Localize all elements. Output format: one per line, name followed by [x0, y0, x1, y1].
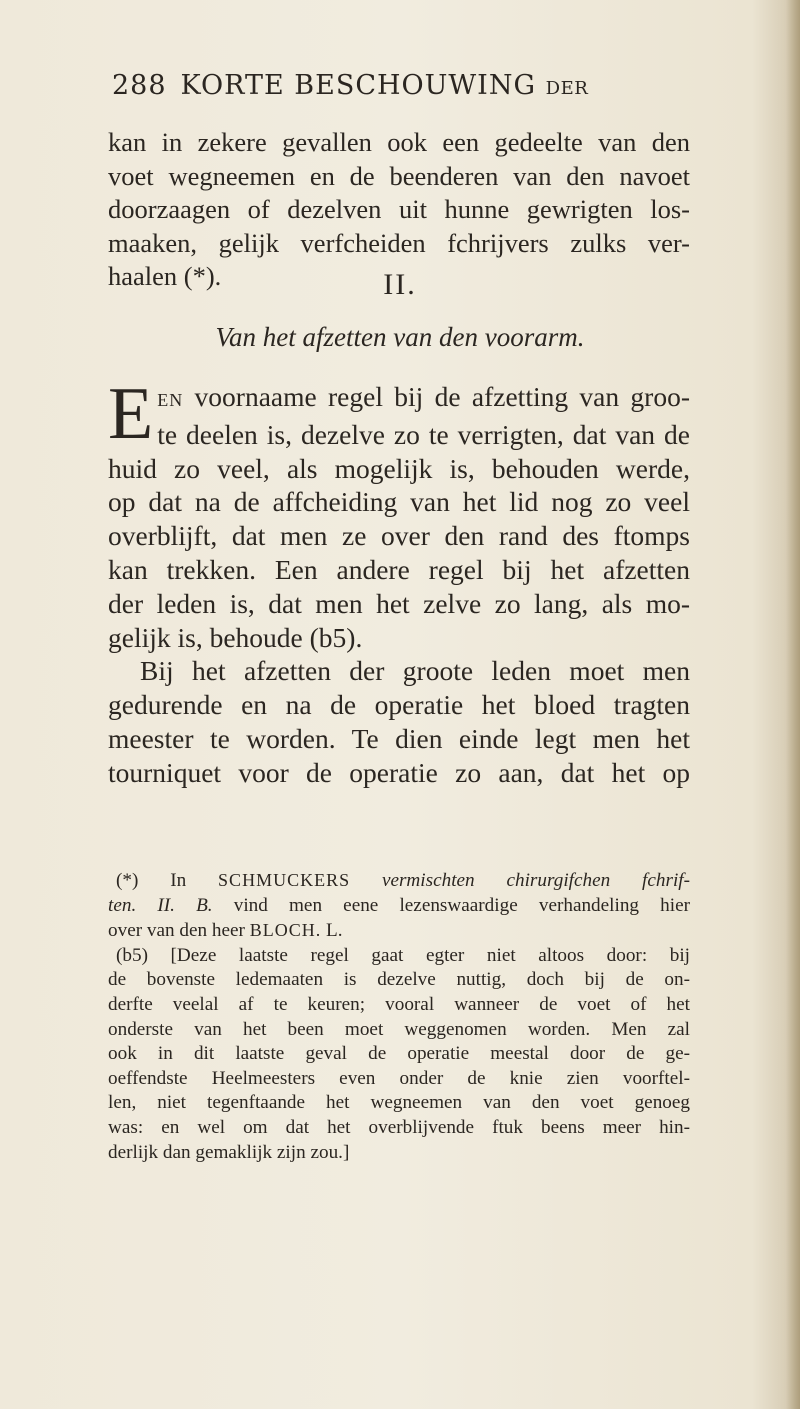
paragraph-main [108, 373, 690, 790]
footnote-line: (b5) [Deze laatste regel gaat egter niet altoos door: bij [116, 944, 690, 966]
text-line: overblijft, dat men ze over den rand des ftomps [108, 520, 690, 552]
section-number: II. [383, 268, 417, 301]
work-title: vermischten chirurgifchen fchrif- [381, 870, 691, 891]
running-head-small: DER [545, 78, 589, 99]
text-line: maaken, gelijk verfcheiden fchrijvers zulks ver- [108, 227, 690, 258]
page-number: 288 [112, 70, 167, 101]
text-line: gelijk is, behoude (b5). [108, 621, 363, 653]
footnote-line: over van den heer BLOCH. L. [108, 920, 343, 942]
running-head [112, 70, 692, 101]
footnote-line: (*) In SCHMUCKERS vermischten chirurgifchen fchrif- [116, 870, 691, 891]
footnote-line: onderste van het been moet weggenomen worden. Men zal [108, 1018, 690, 1040]
author-name: BLOCH. [249, 920, 322, 941]
text-line: Bij het afzetten der groote leden moet men [140, 655, 690, 687]
footnote-line: oeffendste Heelmeesters even onder de knie zien voorftel- [108, 1067, 690, 1089]
text-line: kan trekken. Een andere regel bij het afzetten [108, 553, 690, 585]
drop-cap: E [108, 373, 154, 455]
running-head-title: KORTE BESCHOUWING [180, 70, 537, 101]
author-name: SCHMUCKERS [218, 870, 351, 890]
footnote-line: ten. II. B. vind men eene lezenswaardige verhandeling hier [108, 894, 690, 916]
text-line: haalen (*). [108, 261, 222, 291]
text-line: huid zo veel, als mogelijk is, behouden werde, [108, 452, 690, 484]
small-caps-word: EN [157, 390, 184, 410]
footnote-line: derlijk dan gemaklijk zijn zou.] [108, 1141, 350, 1163]
text-line: tourniquet voor de operatie zo aan, dat het op [108, 756, 690, 788]
text-line: kan in zekere gevallen ook een gedeelte van den [108, 127, 690, 157]
text-line: voet wegneemen en de beenderen van den navoet [108, 160, 690, 191]
footnote-line: len, niet tegenftaande het wegneemen van den voet genoeg [108, 1092, 690, 1114]
text-line: gedurende en na de operatie het bloed tragten [108, 689, 690, 721]
footnote-line: de bovenste ledemaaten is dezelve nuttig, doch bij de on- [108, 969, 690, 991]
section-title: Van het afzetten van den voorarm. [215, 322, 585, 352]
footnote-line: was: en wel om dat het overblijvende ftuk beens meer hin- [108, 1116, 690, 1138]
text-line: der leden is, dat men het zelve zo lang, als mo- [108, 587, 690, 619]
text-line: op dat na de affcheiding van het lid nog zo veel [108, 486, 690, 518]
footnotes [108, 868, 690, 1165]
page-edge-shadow [786, 0, 800, 1409]
footnote-line: ook in dit laatste geval de operatie meestal door de ge- [108, 1043, 690, 1065]
text-line: EN voornaame regel bij de afzetting van groo- [157, 381, 690, 412]
text-line: te deelen is, dezelve zo te verrigten, dat van de [157, 418, 690, 450]
text-line: meester te worden. Te dien einde legt men het [108, 722, 690, 754]
text-line: doorzaagen of dezelven uit hunne gewrigten los- [108, 194, 690, 224]
footnote-line: derfte veelal af te keuren; vooral wanneer de voet of het [108, 993, 690, 1015]
